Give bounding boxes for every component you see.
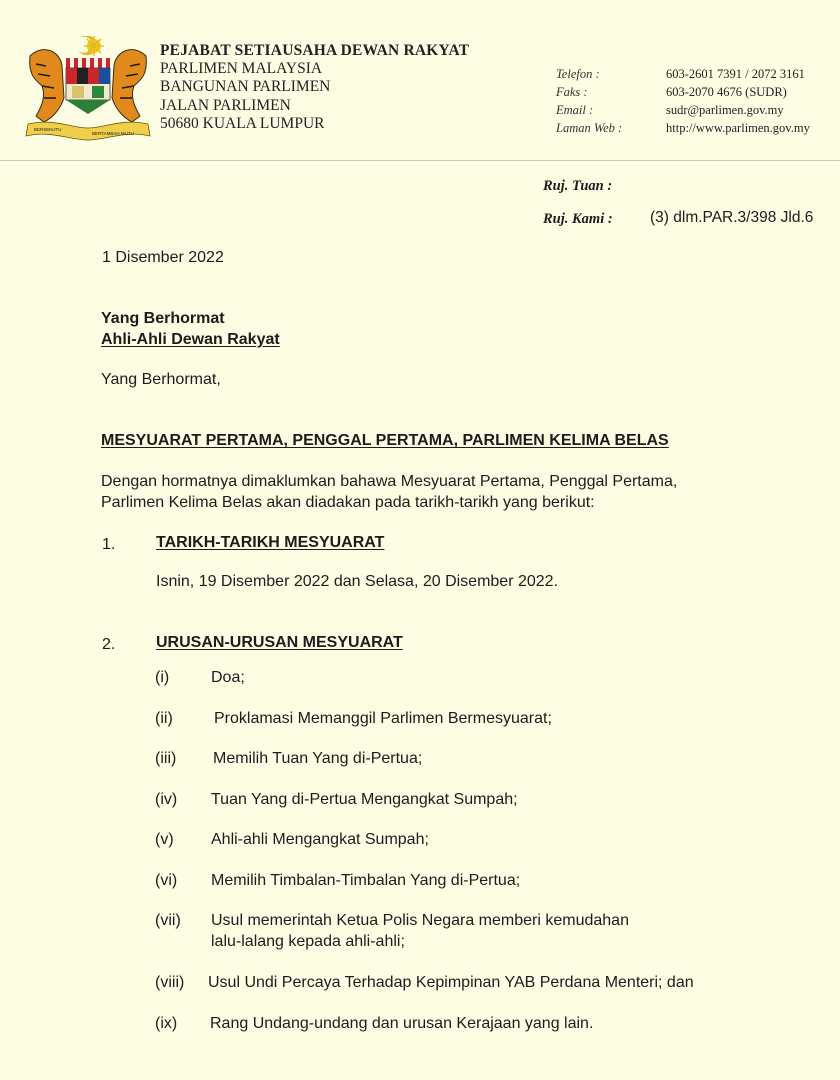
section-2-title: URUSAN-URUSAN MESYUARAT [156,634,403,651]
org-line-building: BANGUNAN PARLIMEN [160,78,331,96]
section-1-title: TARIKH-TARIKH MESYUARAT [156,534,385,551]
letter-subject: MESYUARAT PERTAMA, PENGGAL PERTAMA, PARLIMEN KELIMA BELAS [101,432,669,449]
agenda-item-text: Rang Undang-undang dan urusan Kerajaan yang lain. [210,1015,594,1032]
agenda-item-number: (v) [155,831,174,848]
agenda-item-text: Memilih Timbalan-Timbalan Yang di-Pertua; [211,872,521,889]
ref-kami [543,211,613,228]
agenda-item-number: (vi) [155,872,178,889]
agenda-item-number: (viii) [155,974,185,991]
ref-tuan [543,178,612,195]
contact-email [556,101,810,119]
svg-text:BERTAMBAH MUTU: BERTAMBAH MUTU [92,131,134,136]
section-1-body: Isnin, 19 Disember 2022 dan Selasa, 20 Disember 2022. [156,573,559,590]
contact-value: 603-2601 7391 / 2072 3161 [666,67,805,81]
org-line-street: JALAN PARLIMEN [160,96,291,114]
intro-line-2: Parlimen Kelima Belas akan diadakan pada tarikh-tarikh yang berikut: [101,494,595,511]
contact-label: Faks : [556,85,588,99]
agenda-item-number: (iii) [155,750,177,767]
agenda-item-text: Proklamasi Memanggil Parlimen Bermesyuarat; [214,710,552,727]
contact-value: http://www.parlimen.gov.my [666,121,810,135]
contact-fax [556,83,810,101]
agenda-item-text: Ahli-ahli Mengangkat Sumpah; [211,831,429,848]
section-2-number: 2. [102,636,116,653]
addressee-line-2: Ahli-Ahli Dewan Rakyat [101,331,280,348]
svg-text:BERSEKUTU: BERSEKUTU [34,127,62,132]
agenda-item-text-continued: lalu-lalang kepada ahli-ahli; [211,933,405,950]
ref-kami-label: Ruj. Kami : [543,211,613,227]
salutation: Yang Berhormat, [101,371,221,388]
letterhead-contact [556,65,810,137]
contact-telephone [556,65,810,83]
intro-line-1: Dengan hormatnya dimaklumkan bahawa Mesyuarat Pertama, Penggal Pertama, [101,473,678,490]
section-1-number: 1. [102,536,116,553]
letter-date: 1 Disember 2022 [102,249,224,266]
agenda-item-text: Doa; [211,669,245,686]
agenda-item-number: (i) [155,669,170,686]
letterhead-address [160,42,469,133]
contact-label: Email : [556,103,594,117]
contact-website [556,119,810,137]
contact-value: sudr@parlimen.gov.my [666,103,784,117]
agenda-item-text: Tuan Yang di-Pertua Mengangkat Sumpah; [211,791,518,808]
agenda-item-number: (vii) [155,912,181,929]
org-line-postcode: 50680 KUALA LUMPUR [160,114,325,132]
ref-kami-value: (3) dlm.PAR.3/398 Jld.6 [650,209,814,226]
ref-tuan-label: Ruj. Tuan : [543,178,613,194]
agenda-item-text: Usul memerintah Ketua Polis Negara memberi kemudahan [211,912,629,929]
org-line-parliament: PARLIMEN MALAYSIA [160,60,323,78]
agenda-item-text: Usul Undi Percaya Terhadap Kepimpinan YAB Perdana Menteri; dan [208,974,694,991]
org-name: PEJABAT SETIAUSAHA DEWAN RAKYAT [160,42,470,59]
contact-value: 603-2070 4676 (SUDR) [666,85,787,99]
agenda-item-number: (ii) [155,710,173,727]
contact-label: Laman Web : [556,121,623,135]
contact-label: Telefon : [556,67,600,81]
header-divider [0,160,840,161]
addressee-line-1: Yang Berhormat [101,310,225,327]
agenda-item-number: (ix) [155,1015,178,1032]
agenda-item-number: (iv) [155,791,178,808]
coat-of-arms-crest [22,36,154,142]
agenda-item-text: Memilih Tuan Yang di-Pertua; [213,750,423,767]
